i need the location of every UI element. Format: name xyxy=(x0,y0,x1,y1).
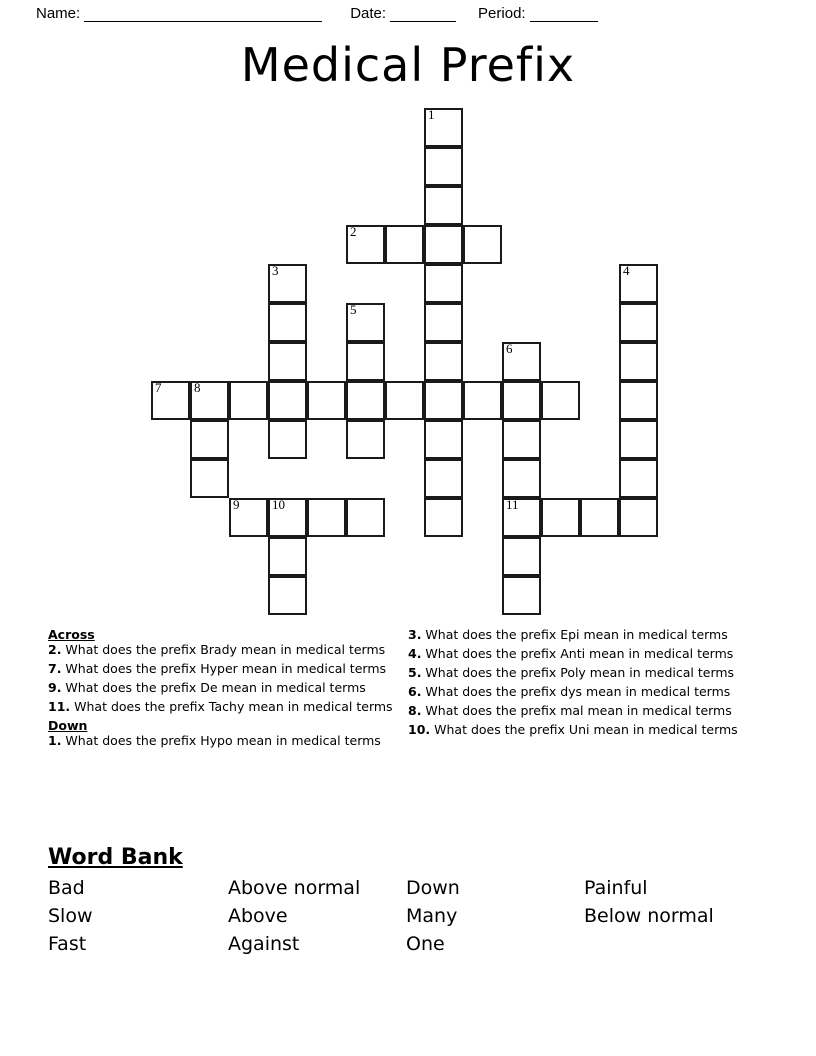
word-bank-word: Below normal xyxy=(584,905,714,927)
clue-text: What does the prefix Hypo mean in medical terms xyxy=(61,733,381,748)
clue-number: 7. xyxy=(48,661,62,676)
crossword-cell[interactable] xyxy=(619,459,658,498)
crossword-cell[interactable] xyxy=(385,225,424,264)
crossword-cell[interactable] xyxy=(502,459,541,498)
crossword-cell[interactable] xyxy=(151,381,190,420)
cell-number: 8 xyxy=(194,380,201,395)
clue-item xyxy=(48,734,393,748)
crossword-cell[interactable] xyxy=(424,420,463,459)
cell-number: 6 xyxy=(506,341,513,356)
clue-item xyxy=(408,723,738,737)
clue-item xyxy=(408,685,738,699)
clue-number: 6. xyxy=(408,684,422,699)
crossword-cell[interactable] xyxy=(424,186,463,225)
clue-text: What does the prefix Brady mean in medical terms xyxy=(61,642,386,657)
crossword-cell[interactable] xyxy=(541,381,580,420)
clue-number: 9. xyxy=(48,680,62,695)
crossword-cell[interactable] xyxy=(268,342,307,381)
word-bank-word: Painful xyxy=(584,877,648,899)
word-bank-word: One xyxy=(406,933,445,955)
clue-number: 8. xyxy=(408,703,422,718)
crossword-cell[interactable] xyxy=(424,108,463,147)
clue-item xyxy=(408,666,738,680)
clue-number: 5. xyxy=(408,665,422,680)
down-heading: Down xyxy=(48,718,88,733)
word-bank-word: Bad xyxy=(48,877,85,899)
date-blank-line[interactable] xyxy=(390,20,456,22)
cell-number: 3 xyxy=(272,263,279,278)
cell-number: 11 xyxy=(506,497,519,512)
crossword-cell[interactable] xyxy=(268,303,307,342)
crossword-cell[interactable] xyxy=(229,498,268,537)
clue-number: 1. xyxy=(48,733,62,748)
cell-number: 2 xyxy=(350,224,357,239)
crossword-cell[interactable] xyxy=(502,498,541,537)
crossword-cell[interactable] xyxy=(385,381,424,420)
clue-text: What does the prefix Epi mean in medical terms xyxy=(421,627,728,642)
cell-number: 7 xyxy=(155,380,162,395)
clue-text: What does the prefix mal mean in medical terms xyxy=(421,703,732,718)
clue-number: 2. xyxy=(48,642,62,657)
crossword-cell[interactable] xyxy=(463,381,502,420)
word-bank-row xyxy=(48,874,768,902)
word-bank-row xyxy=(48,902,768,930)
clue-text: What does the prefix De mean in medical terms xyxy=(61,680,366,695)
crossword-cell[interactable] xyxy=(424,225,463,264)
word-bank-word xyxy=(584,930,764,958)
clue-number: 4. xyxy=(408,646,422,661)
word-bank-word: Many xyxy=(406,905,458,927)
crossword-cell[interactable] xyxy=(619,420,658,459)
crossword-cell[interactable] xyxy=(502,420,541,459)
crossword-cell[interactable] xyxy=(424,459,463,498)
word-bank-title: Word Bank xyxy=(48,845,183,870)
crossword-cell[interactable] xyxy=(190,459,229,498)
crossword-cell[interactable] xyxy=(346,498,385,537)
crossword-cell[interactable] xyxy=(424,303,463,342)
page-title: Medical Prefix xyxy=(240,38,576,92)
crossword-cell[interactable] xyxy=(190,381,229,420)
word-bank-word: Fast xyxy=(48,933,87,955)
clue-text: What does the prefix Tachy mean in medical terms xyxy=(70,699,393,714)
crossword-cell[interactable] xyxy=(619,264,658,303)
clue-item xyxy=(48,700,393,714)
worksheet-header xyxy=(0,0,816,26)
period-label: Period: xyxy=(478,4,526,22)
crossword-cell[interactable] xyxy=(268,381,307,420)
clue-item xyxy=(48,643,393,657)
crossword-cell[interactable] xyxy=(190,420,229,459)
crossword-cell[interactable] xyxy=(346,303,385,342)
crossword-cell[interactable] xyxy=(307,381,346,420)
crossword-cell[interactable] xyxy=(424,498,463,537)
crossword-cell[interactable] xyxy=(580,498,619,537)
crossword-cell[interactable] xyxy=(268,420,307,459)
name-blank-line[interactable] xyxy=(84,20,322,22)
crossword-cell[interactable] xyxy=(268,576,307,615)
crossword-cell[interactable] xyxy=(619,381,658,420)
word-bank-rows xyxy=(48,874,768,958)
word-bank-word: Down xyxy=(406,877,460,899)
crossword-cell[interactable] xyxy=(268,264,307,303)
cell-number: 5 xyxy=(350,302,357,317)
crossword-cell[interactable] xyxy=(268,498,307,537)
clue-text: What does the prefix Uni mean in medical terms xyxy=(430,722,738,737)
clue-text: What does the prefix dys mean in medical terms xyxy=(421,684,731,699)
crossword-cell[interactable] xyxy=(502,342,541,381)
clue-number: 3. xyxy=(408,627,422,642)
crossword-cell[interactable] xyxy=(541,498,580,537)
clues-column-left xyxy=(48,628,393,753)
cell-number: 10 xyxy=(272,497,285,512)
word-bank-word: Above normal xyxy=(228,877,361,899)
period-blank-line[interactable] xyxy=(530,20,598,22)
clue-text: What does the prefix Poly mean in medical terms xyxy=(421,665,735,680)
crossword-cell[interactable] xyxy=(346,381,385,420)
crossword-cell[interactable] xyxy=(619,498,658,537)
clue-text: What does the prefix Anti mean in medical terms xyxy=(421,646,734,661)
clue-item xyxy=(408,628,738,642)
crossword-cell[interactable] xyxy=(346,225,385,264)
crossword-cell[interactable] xyxy=(424,264,463,303)
clues-column-right xyxy=(408,628,738,742)
crossword-cell[interactable] xyxy=(229,381,268,420)
cell-number: 4 xyxy=(623,263,630,278)
clue-number: 11. xyxy=(48,699,71,714)
clue-item xyxy=(408,704,738,718)
crossword-cell[interactable] xyxy=(619,303,658,342)
word-bank-row xyxy=(48,930,768,958)
crossword-cell[interactable] xyxy=(346,342,385,381)
crossword-cell[interactable] xyxy=(424,381,463,420)
clue-text: What does the prefix Hyper mean in medical terms xyxy=(61,661,387,676)
cell-number: 9 xyxy=(233,497,240,512)
word-bank-word: Against xyxy=(228,933,300,955)
name-label: Name: xyxy=(36,4,81,22)
word-bank-word: Slow xyxy=(48,905,93,927)
cell-number: 1 xyxy=(428,107,435,122)
word-bank-word: Above xyxy=(228,905,288,927)
clue-number: 10. xyxy=(408,722,431,737)
crossword-cell[interactable] xyxy=(424,147,463,186)
crossword-cell[interactable] xyxy=(307,498,346,537)
crossword-cell[interactable] xyxy=(463,225,502,264)
crossword-cell[interactable] xyxy=(268,537,307,576)
clue-item xyxy=(48,662,393,676)
crossword-cell[interactable] xyxy=(502,537,541,576)
crossword-grid xyxy=(151,108,671,628)
crossword-cell[interactable] xyxy=(502,576,541,615)
crossword-cell[interactable] xyxy=(502,381,541,420)
clue-item xyxy=(48,681,393,695)
date-label: Date: xyxy=(350,4,387,22)
crossword-cell[interactable] xyxy=(619,342,658,381)
crossword-cell[interactable] xyxy=(346,420,385,459)
clue-item xyxy=(408,647,738,661)
word-bank xyxy=(48,845,768,958)
across-heading: Across xyxy=(48,627,95,642)
crossword-cell[interactable] xyxy=(424,342,463,381)
